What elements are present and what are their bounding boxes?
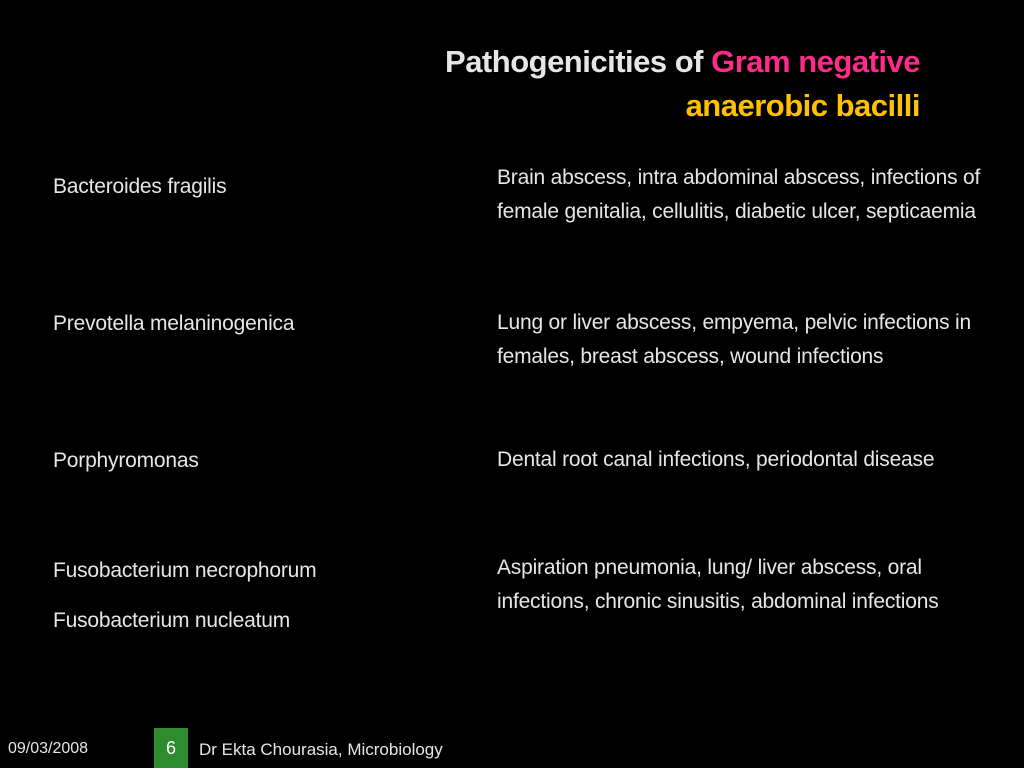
description-fusobacterium: Aspiration pneumonia, lung/ liver abscess, oral infections, chronic sinusitis, abdominal infections: [497, 556, 939, 613]
description-porphyromonas: Dental root canal infections, periodontal disease: [497, 448, 935, 471]
organism-prevotella: Prevotella melaninogenica: [53, 312, 295, 335]
title-part-1: Pathogenicities of: [445, 44, 712, 79]
footer-author: Dr Ekta Chourasia, Microbiology: [199, 740, 443, 759]
footer-date: 09/03/2008: [8, 740, 89, 757]
slide-title: [445, 40, 920, 128]
title-line-1: [445, 40, 920, 84]
organism-fusobacterium-necrophorum: Fusobacterium necrophorum: [53, 559, 317, 582]
organism-fusobacterium-nucleatum: Fusobacterium nucleatum: [53, 609, 291, 632]
description-bacteroides: Brain abscess, intra abdominal abscess, infections of female genitalia, cellulitis, diabetic ulcer, septicaemia: [497, 166, 981, 223]
title-part-2: Gram negative: [711, 44, 920, 79]
organism-porphyromonas: Porphyromonas: [53, 449, 199, 472]
title-part-3: anaerobic bacilli: [685, 88, 920, 123]
page-number: 6: [154, 728, 188, 768]
description-prevotella: Lung or liver abscess, empyema, pelvic infections in females, breast abscess, wound infections: [497, 311, 971, 368]
organism-bacteroides: Bacteroides fragilis: [53, 175, 227, 198]
